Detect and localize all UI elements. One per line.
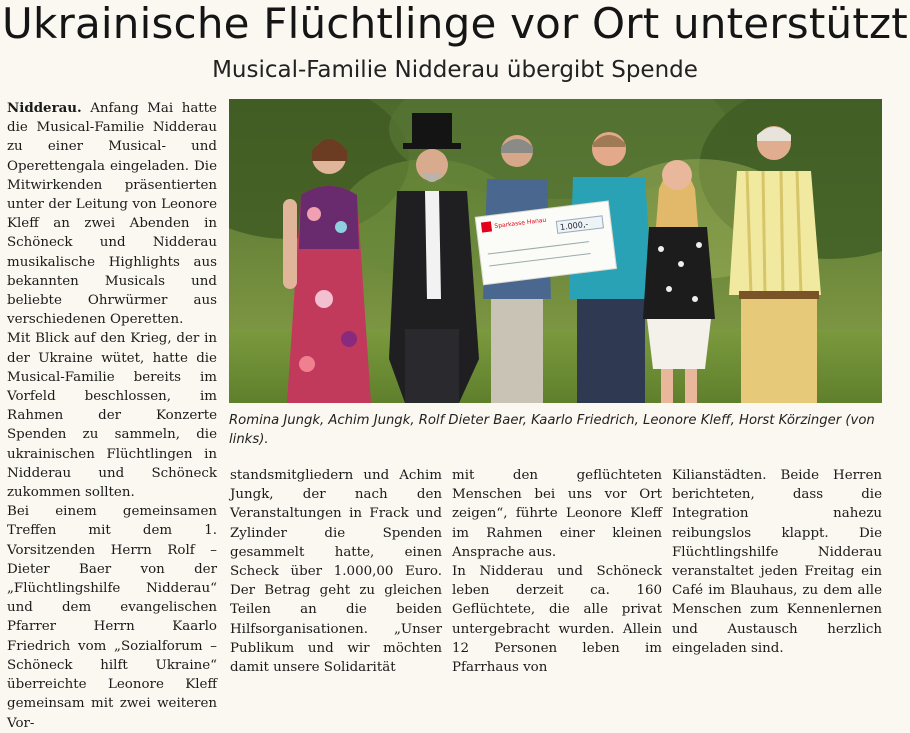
paragraph-1-text: Anfang Mai hatte die Musical-Familie Nidderau zu einer Musical- und Operettengala eingeladen. Die Mitwirkenden präsentierten unter der Leitung von Leonore Kleff an zwei Abenden in Schöneck und Nidderau musikalische Highlights aus bekannten Musicals und beliebte Ohrwürmer aus verschiedenen Operetten. [7,101,217,328]
sparkasse-logo-icon [481,221,492,232]
subheadline: Musical-Familie Nidderau übergibt Spende [212,57,698,83]
headline: Ukrainische Flüchtlinge vor Ort unterstützt [2,0,908,48]
paragraph-2: Mit Blick auf den Krieg, der in der Ukraine wütet, hatte die Musical-Familie bereits im Vorfeld beschlossen, im Rahmen der Konzerte Spenden zu sammeln, die ukrainischen Flüchtlingen in Nidderau und Schöneck zukommen sollten. [7,331,217,501]
paragraph-4: standsmitgliedern und Achim Jungk, der nach den Veranstaltungen in Frack und Zylinder die Spenden gesammelt hatte, einen Scheck über 1.000,00 Euro. Der Betrag geht zu gleichen Teilen an die beiden Hilfsorganisationen. „Unser Publikum und wir möchten damit unsere Solidarität [230,468,442,676]
paragraph-6: In Nidderau und Schöneck leben derzeit ca. 160 Geflüchtete, die alle privat untergebracht wurden. Allein 12 Personen leben im Pfarrhaus von [452,564,662,676]
group-photo [229,99,882,403]
cheque-amount: 1.000,- [559,219,589,233]
cheque-bank-name: Sparkasse Hanau [494,216,547,230]
dateline: Nidderau. [7,100,82,116]
article-column-4 [672,466,882,658]
article-column-3 [452,466,662,677]
article-column-2 [230,466,442,677]
article-column-1 [7,99,217,733]
paragraph-5: mit den geflüchteten Menschen bei uns vor Ort zeigen“, führte Leonore Kleff im Rahmen einer kleinen Ansprache aus. [452,468,662,560]
paragraph-1 [7,99,217,329]
photo-caption: Romina Jungk, Achim Jungk, Rolf Dieter Baer, Kaarlo Friedrich, Leonore Kleff, Horst Körzinger (von links). [229,413,875,447]
paragraph-7: Kilianstädten. Beide Herren berichteten, dass die Integration nahezu reibungslos klappt. Die Flüchtlingshilfe Nidderau veranstaltet jeden Freitag ein Café im Blauhaus, zu dem alle Menschen zum Kennenlernen und Austausch herzlich eingeladen sind. [672,468,882,656]
paragraph-3: Bei einem gemeinsamen Treffen mit dem 1. Vorsitzenden Herrn Rolf – Dieter Baer von der „Flüchtlingshilfe Nidderau“ und dem evangelischen Pfarrer Herrn Kaarlo Friedrich vom „Sozialforum – Schöneck hilft Ukraine“ überreichte Leonore Kleff gemeinsam mit zwei weiteren Vor- [7,504,217,731]
photo-illustration [229,99,882,403]
